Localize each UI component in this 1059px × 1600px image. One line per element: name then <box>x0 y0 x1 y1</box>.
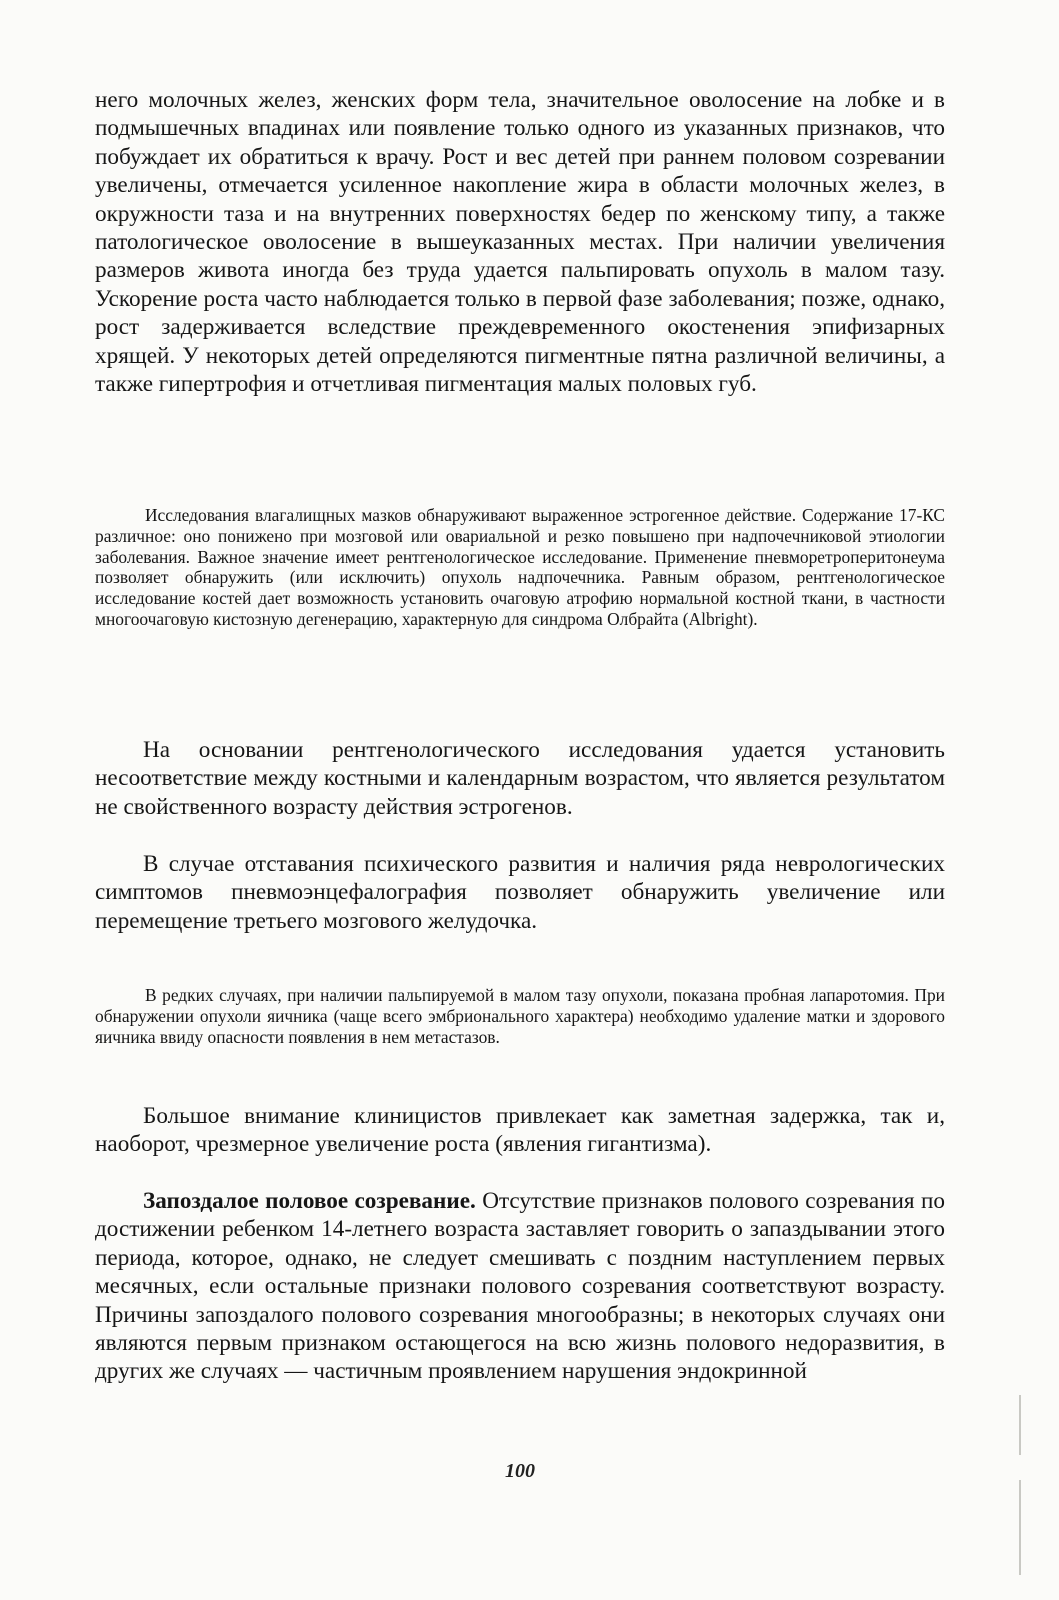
paragraph-xray-bone-age: На основании рентгенологического исследования удается установить несоответствие между костными и календарным возрастом, что является результатом не свойственного возрасту действия эстрогенов. <box>95 737 945 820</box>
page-number: 100 <box>505 1460 535 1482</box>
section-heading-delayed-puberty: Запоздалое половое созревание. <box>143 1188 476 1214</box>
delayed-puberty-body: Отсутствие признаков полового созревания по достижении ребенком 14-летнего возраста заставляет говорить о запаздывании этого периода, которое, однако, не следует смешивать с поздним наступлением первых месячных, если остальные признаки полового созревания соответствуют возрасту. Причины запоздалого полового созревания многообразны; в некоторых случаях они являются первым признаком остающегося на всю жизнь полового недоразвития, в других же случаях — частичным проявлением нарушения эндокринной <box>95 1188 945 1385</box>
paragraph-puberty-symptoms: него молочных желез, женских форм тела, значительное оволосение на лобке и в подмышечных впадинах или появление только одного из указанных признаков, что побуждает их обратиться к врачу. Рост и вес детей при раннем половом созревании увеличены, отмечается усиленное накопление жира в области молочных желез, в окружности таза и на внутренних поверхностях бедер по женскому типу, а также патологическое оволосение в вышеуказанных местах. При наличии увеличения размеров живота иногда без труда удается пальпировать опухоль в малом тазу. Ускорение роста часто наблюдается только в первой фазе заболевания; позже, однако, рост задерживается вследствие преждевременного окостенения эпифизарных хрящей. У некоторых детей определяются пигментные пятна различной величины, а также гипертрофия и отчетливая пигментация малых половых губ. <box>95 87 945 398</box>
paragraph-neurological-symptoms: В случае отставания психического развития и наличия ряда неврологических симптомов пневмоэнцефалография позволяет обнаружить увеличение или перемещение третьего мозгового желудочка. <box>95 851 945 934</box>
scan-edge-mark <box>1019 1395 1021 1455</box>
paragraph-growth-disorders: Большое внимание клиницистов привлекает как заметная задержка, так и, наоборот, чрезмерное увеличение роста (явления гигантизма). <box>95 1103 945 1158</box>
paragraph-delayed-puberty <box>95 1187 945 1386</box>
scan-edge-mark <box>1019 1480 1021 1575</box>
smalltext-lab-examinations: Исследования влагалищных мазков обнаруживают выраженное эстрогенное действие. Содержание 17-КС различное: оно понижено при мозговой или овариальной и резко повышено при надпочечниковой этиологии заболевания. Важное значение имеет рентгенологическое исследование. Применение пневморетроперитонеума позволяет обнаружить (или исключить) опухоль надпочечника. Равным образом, рентгенологическое исследование костей дает возможность установить очаговую атрофию нормальной костной ткани, в частности многоочаговую кистозную дегенерацию, характерную для синдрома Олбрайта (Albright). <box>95 505 945 629</box>
smalltext-laparotomy: В редких случаях, при наличии пальпируемой в малом тазу опухоли, показана пробная лапаротомия. При обнаружении опухоли яичника (чаще всего эмбрионального характера) необходимо удаление матки и здорового яичника ввиду опасности появления в нем метастазов. <box>95 985 945 1047</box>
